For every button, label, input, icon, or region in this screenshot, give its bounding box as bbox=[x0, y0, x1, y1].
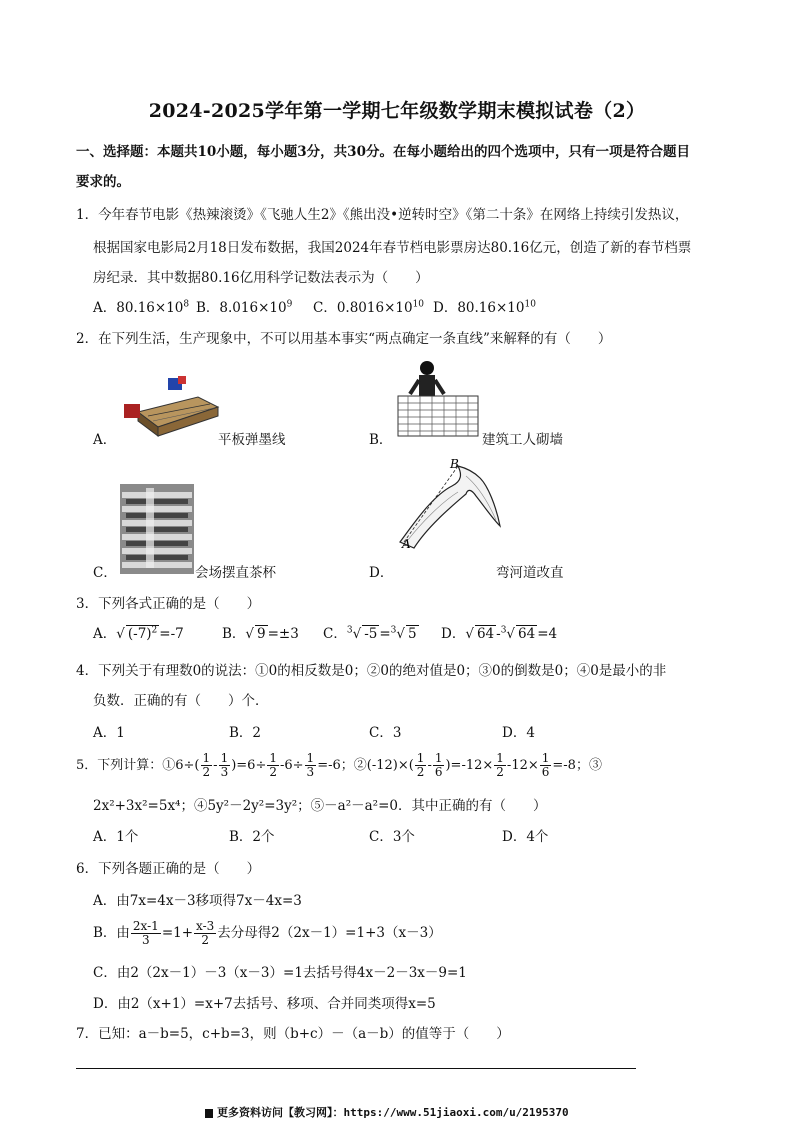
q5-frac-2-den: 3 bbox=[220, 765, 229, 779]
footer-link[interactable] bbox=[205, 1104, 569, 1120]
q1-option-d[interactable] bbox=[433, 296, 536, 316]
bricklayer-image bbox=[392, 358, 482, 440]
q3-stem: 3．下列各式正确的是（ ） bbox=[76, 596, 261, 612]
q3-option-b-radicand: 9 bbox=[257, 626, 266, 642]
q2-caption-a: 平板弹墨线 bbox=[218, 432, 286, 448]
q3-option-b-label: B． bbox=[222, 626, 246, 642]
q3-option-c-eq: = bbox=[379, 626, 391, 642]
q5-frac-4 bbox=[305, 752, 317, 779]
q5-option-a[interactable]: A．1个 bbox=[93, 829, 139, 845]
exam-title: 2024-2025学年第一学期七年级数学期末模拟试卷（2） bbox=[148, 100, 646, 122]
q5-frac-1-num: 1 bbox=[202, 751, 211, 765]
q1-option-b-text: B．8.016×10 bbox=[196, 300, 287, 316]
river-straightening-image bbox=[392, 456, 502, 556]
q5-text-9: =-8；③ bbox=[552, 758, 602, 773]
q5-frac-1-den: 2 bbox=[202, 765, 211, 779]
footer-text: 更多资料访问【教习网】：https://www.51jiaoxi.com/u/2195370 bbox=[217, 1106, 569, 1119]
q1-line3: 房纪录．其中数据80.16亿用科学记数法表示为（ ） bbox=[93, 270, 429, 286]
q5-text-6: - bbox=[427, 758, 432, 773]
q2-caption-c: 会场摆直茶杯 bbox=[195, 565, 276, 581]
q5-text-5: =-6；②(-12)×( bbox=[317, 758, 414, 773]
q5-line1 bbox=[76, 752, 602, 779]
q6-option-b-mid: =1+ bbox=[161, 925, 194, 941]
q3-option-d[interactable]: D．√ 64 -$^3$√ 64 =4 bbox=[441, 625, 558, 642]
q1-line1: 1．今年春节电影《热辣滚烫》《飞驰人生2》《熊出没•逆转时空》《第二十条》在网络上持续引发热议， bbox=[76, 207, 689, 223]
q2-caption-d: 弯河道改直 bbox=[496, 565, 564, 581]
q5-frac-2-num: 1 bbox=[220, 751, 229, 765]
q6-option-b-rest: 去分母得2（2x－1）=1+3（x－3） bbox=[217, 925, 442, 941]
q1-option-b-exp: 9 bbox=[286, 299, 293, 310]
section-heading-line2: 要求的。 bbox=[76, 174, 130, 190]
q3-option-d-radicand2: 64 bbox=[518, 626, 536, 642]
q5-frac-6-num: 1 bbox=[434, 751, 443, 765]
q6-option-b[interactable] bbox=[93, 920, 442, 947]
q5-frac-4-den: 3 bbox=[306, 765, 315, 779]
q5-text-4: -6÷ bbox=[279, 758, 304, 773]
q5-frac-7 bbox=[494, 752, 506, 779]
q5-frac-2 bbox=[219, 752, 231, 779]
q1-option-d-text: D．80.16×10 bbox=[433, 300, 525, 316]
q5-frac-4-num: 1 bbox=[306, 751, 315, 765]
q3-option-b[interactable]: B．√ 9 =±3 bbox=[222, 626, 299, 642]
q3-option-a-exp: 2 bbox=[151, 625, 158, 636]
q5-frac-3 bbox=[267, 752, 279, 779]
ink-line-board-image bbox=[118, 372, 228, 442]
q7-stem: 7．已知：a－b=5，c+b=3，则（b+c）－（a－b）的值等于（ ） bbox=[76, 1026, 510, 1042]
q2-stem: 2．在下列生活，生产现象中，不可以用基本事实“两点确定一条直线”来解释的有（ ） bbox=[76, 331, 612, 347]
q3-option-d-minus: - bbox=[496, 626, 501, 642]
q3-option-a-radicand: (-7) bbox=[127, 626, 152, 642]
q6-option-b-frac2-num: x-3 bbox=[196, 919, 215, 933]
q5-option-d[interactable]: D．4个 bbox=[502, 829, 549, 845]
q3-option-c-index2: 3 bbox=[390, 625, 397, 636]
tea-cups-hall-image bbox=[120, 484, 194, 574]
q1-option-a[interactable] bbox=[93, 296, 189, 316]
q3-option-c-radicand: -5 bbox=[364, 626, 378, 642]
q2-option-a[interactable]: A． bbox=[93, 432, 117, 448]
q4-option-b[interactable]: B．2 bbox=[229, 725, 262, 741]
footer-divider bbox=[76, 1068, 636, 1069]
q4-option-d[interactable]: D．4 bbox=[502, 725, 535, 741]
q1-option-c-text: C．0.8016×10 bbox=[313, 300, 413, 316]
q1-option-a-exp: 8 bbox=[183, 299, 190, 310]
q3-option-a-label: A． bbox=[93, 626, 117, 642]
q3-option-a[interactable]: A．√ $(-7)^2 =-7$ bbox=[93, 625, 184, 642]
q5-frac-7-num: 1 bbox=[496, 751, 504, 765]
q5-frac-6-den: 6 bbox=[434, 765, 443, 779]
q6-option-b-frac2 bbox=[194, 920, 216, 947]
q5-line2: 2x²+3x²=5x⁴；④5y²－2y²=3y²；⑤－a²－a²=0．其中正确的有（ ） bbox=[93, 798, 547, 814]
q5-text-1: 5．下列计算：①6÷( bbox=[76, 758, 200, 773]
q3-option-c-index: 3 bbox=[346, 625, 353, 636]
q3-option-c[interactable]: C．$^3$√ -5 =$^3$√ 5 bbox=[323, 625, 417, 642]
q6-option-b-frac1-den: 3 bbox=[142, 933, 150, 947]
q5-option-b[interactable]: B．2个 bbox=[229, 829, 275, 845]
q3-option-d-radicand: 64 bbox=[476, 626, 495, 642]
q5-frac-5 bbox=[415, 752, 427, 779]
q1-option-c-exp: 10 bbox=[412, 299, 425, 310]
q6-option-b-frac1 bbox=[131, 920, 161, 947]
q5-frac-8-num: 1 bbox=[541, 751, 550, 765]
q1-option-a-text: A．80.16×10 bbox=[93, 300, 184, 316]
q3-option-c-radicand2: 5 bbox=[408, 626, 417, 642]
flag-icon bbox=[205, 1109, 213, 1118]
q5-text-7: )=-12× bbox=[445, 758, 494, 773]
q5-frac-3-num: 1 bbox=[269, 751, 277, 765]
q5-frac-7-den: 2 bbox=[496, 765, 504, 779]
q6-option-a[interactable]: A．由7x=4x－3移项得7x－4x=3 bbox=[93, 893, 302, 909]
q2-caption-b: 建筑工人砌墙 bbox=[482, 432, 563, 448]
q5-text-2: - bbox=[213, 758, 218, 773]
q4-line2: 负数．正确的有（ ）个． bbox=[93, 693, 269, 709]
q5-frac-1 bbox=[201, 752, 213, 779]
q3-option-c-label: C． bbox=[323, 626, 347, 642]
q6-stem: 6．下列各题正确的是（ ） bbox=[76, 861, 261, 877]
q4-line1: 4．下列关于有理数0的说法：①0的相反数是0；②0的绝对值是0；③0的倒数是0；④0是最小的非 bbox=[76, 663, 667, 679]
q3-option-d-rest: =4 bbox=[537, 626, 558, 642]
q4-option-a[interactable]: A．1 bbox=[93, 725, 125, 741]
q5-option-c[interactable]: C．3个 bbox=[369, 829, 415, 845]
q2-option-c[interactable]: C． bbox=[93, 565, 117, 581]
section-heading-line1: 一、选择题：本题共10小题，每小题3分，共30分。在每小题给出的四个选项中，只有一项是符合题目 bbox=[76, 144, 690, 160]
q5-text-8: -12× bbox=[506, 758, 539, 773]
q3-option-b-rest: =±3 bbox=[267, 626, 299, 642]
q5-frac-5-num: 1 bbox=[416, 751, 425, 765]
q6-option-b-frac1-num: 2x-1 bbox=[132, 919, 159, 933]
point-a-label: A bbox=[402, 537, 411, 551]
q1-option-b[interactable] bbox=[196, 296, 292, 316]
q6-option-d[interactable]: D．由2（x+1）=x+7去括号、移项、合并同类项得x=5 bbox=[93, 996, 436, 1012]
q3-option-d-label: D． bbox=[441, 626, 466, 642]
q1-option-c[interactable] bbox=[313, 296, 424, 316]
q5-text-3: )=6÷ bbox=[231, 758, 267, 773]
q4-option-c[interactable]: C．3 bbox=[369, 725, 402, 741]
q6-option-c[interactable]: C．由2（2x－1）－3（x－3）=1去括号得4x－2－3x－9=1 bbox=[93, 965, 467, 981]
q3-option-a-rest: =-7 bbox=[159, 626, 184, 642]
q6-option-b-pre: B．由 bbox=[93, 925, 130, 941]
q5-frac-8-den: 6 bbox=[541, 765, 550, 779]
q5-frac-6 bbox=[433, 752, 445, 779]
q5-frac-3-den: 2 bbox=[269, 765, 277, 779]
q5-frac-8 bbox=[540, 752, 552, 779]
point-b-label: B bbox=[450, 457, 459, 471]
q5-frac-5-den: 2 bbox=[416, 765, 425, 779]
q1-option-d-exp: 10 bbox=[524, 299, 536, 310]
q2-option-d[interactable]: D． bbox=[369, 565, 394, 581]
q3-option-d-index: 3 bbox=[500, 625, 507, 636]
q2-option-b[interactable]: B． bbox=[369, 432, 393, 448]
q1-line2: 根据国家电影局2月18日发布数据，我国2024年春节档电影票房达80.16亿元，创造了新的春节档票 bbox=[93, 240, 692, 256]
q6-option-b-frac2-den: 2 bbox=[201, 933, 209, 947]
